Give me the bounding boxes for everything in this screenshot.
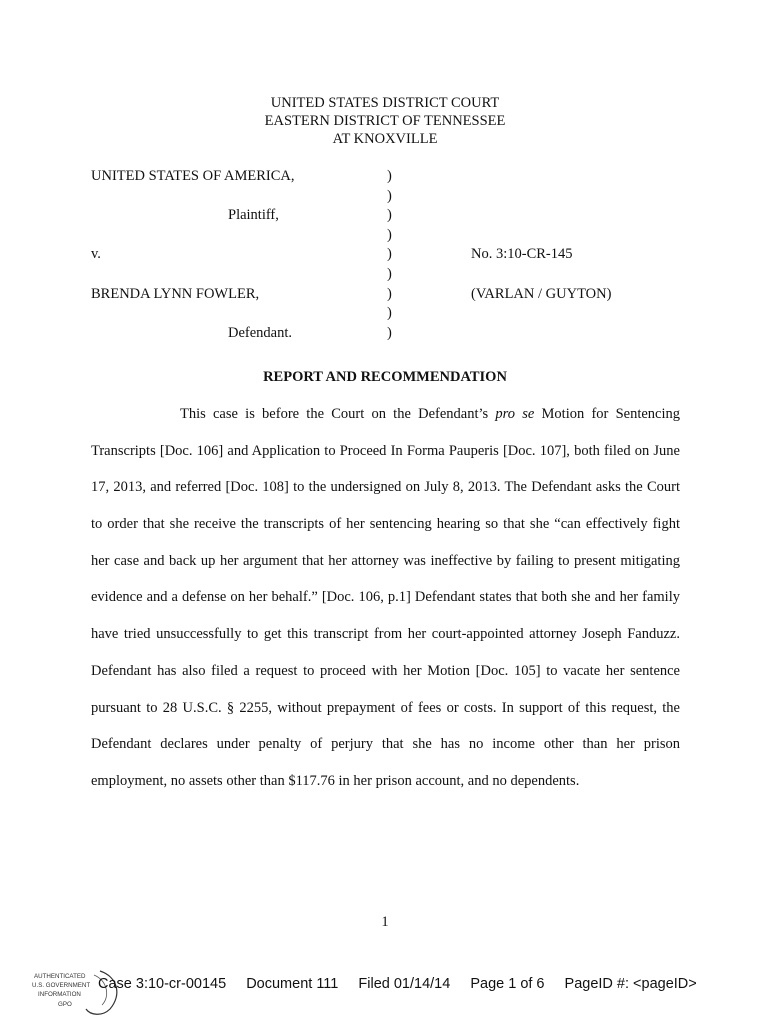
footer-document: Document 111 xyxy=(246,976,339,992)
seal-line3: INFORMATION xyxy=(38,991,81,998)
caption-paren: ) xyxy=(387,285,392,302)
page-number: 1 xyxy=(381,914,389,930)
pro-se-emphasis: pro se xyxy=(495,406,535,422)
defendant-name: BRENDA LYNN FOWLER, xyxy=(91,285,260,302)
seal-line1: AUTHENTICATED xyxy=(34,973,86,980)
caption-paren: ) xyxy=(387,265,392,282)
caption-paren: ) xyxy=(387,226,392,243)
caption-paren: ) xyxy=(387,187,392,204)
body-line: This case is before the Court on the Defendant’s pro se Motion for Sentencing xyxy=(180,406,680,422)
footer-pageid: PageID #: <pageID> xyxy=(564,976,697,992)
plaintiff-role: Plaintiff, xyxy=(228,207,279,224)
body-line: Defendant has also filed a request to proceed with her Motion [Doc. 105] to vacate her sentence xyxy=(91,662,680,679)
defendant-role: Defendant. xyxy=(228,324,293,341)
body-line: employment, no assets other than $117.76 in her prison account, and no dependents. xyxy=(91,772,580,789)
caption-paren: ) xyxy=(387,305,392,322)
footer-case: Case 3:10-cr-00145 xyxy=(98,976,227,992)
caption-paren: ) xyxy=(387,324,392,341)
body-line: 17, 2013, and referred [Doc. 108] to the undersigned on July 8, 2013. The Defendant asks the Court xyxy=(91,479,680,496)
court-district: EASTERN DISTRICT OF TENNESSEE xyxy=(264,113,506,129)
court-name: UNITED STATES DISTRICT COURT xyxy=(270,95,500,111)
court-location: AT KNOXVILLE xyxy=(332,131,438,147)
versus: v. xyxy=(91,246,101,263)
case-caption xyxy=(0,167,770,343)
body-line: pursuant to 28 U.S.C. § 2255, without prepayment of fees or costs. In support of this request, the xyxy=(91,699,680,716)
body-line: to order that she receive the transcripts of her sentencing hearing so that she “can effectively fight xyxy=(91,516,680,533)
case-number: No. 3:10-CR-145 xyxy=(471,246,573,263)
body-line: evidence and a defense on her behalf.” [Doc. 106, p.1] Defendant states that both she and her family xyxy=(91,589,680,606)
judges: (VARLAN / GUYTON) xyxy=(471,285,612,302)
caption-paren: ) xyxy=(387,168,392,184)
seal-line4: GPO xyxy=(58,1001,72,1008)
filing-footer xyxy=(98,976,713,992)
report-title: REPORT AND RECOMMENDATION xyxy=(263,369,507,385)
body-paragraph xyxy=(91,402,680,806)
footer-page: Page 1 of 6 xyxy=(470,976,545,992)
caption-paren: ) xyxy=(387,207,392,224)
caption-paren: ) xyxy=(387,246,392,263)
body-line: have tried unsuccessfully to get this transcript from her court-appointed attorney Joseph Fanduzz. xyxy=(91,626,680,643)
seal-line2: U.S. GOVERNMENT xyxy=(32,982,91,989)
body-line: Transcripts [Doc. 106] and Application to Proceed In Forma Pauperis [Doc. 107], both filed on June xyxy=(91,442,680,459)
body-line: her case and back up her argument that her attorney was ineffective by failing to present mitigating xyxy=(91,552,680,569)
court-header xyxy=(0,94,770,148)
footer-filed: Filed 01/14/14 xyxy=(358,976,451,992)
plaintiff-name: UNITED STATES OF AMERICA, xyxy=(91,168,295,184)
body-line: Defendant declares under penalty of perjury that she has no income other than her prison xyxy=(91,736,680,753)
